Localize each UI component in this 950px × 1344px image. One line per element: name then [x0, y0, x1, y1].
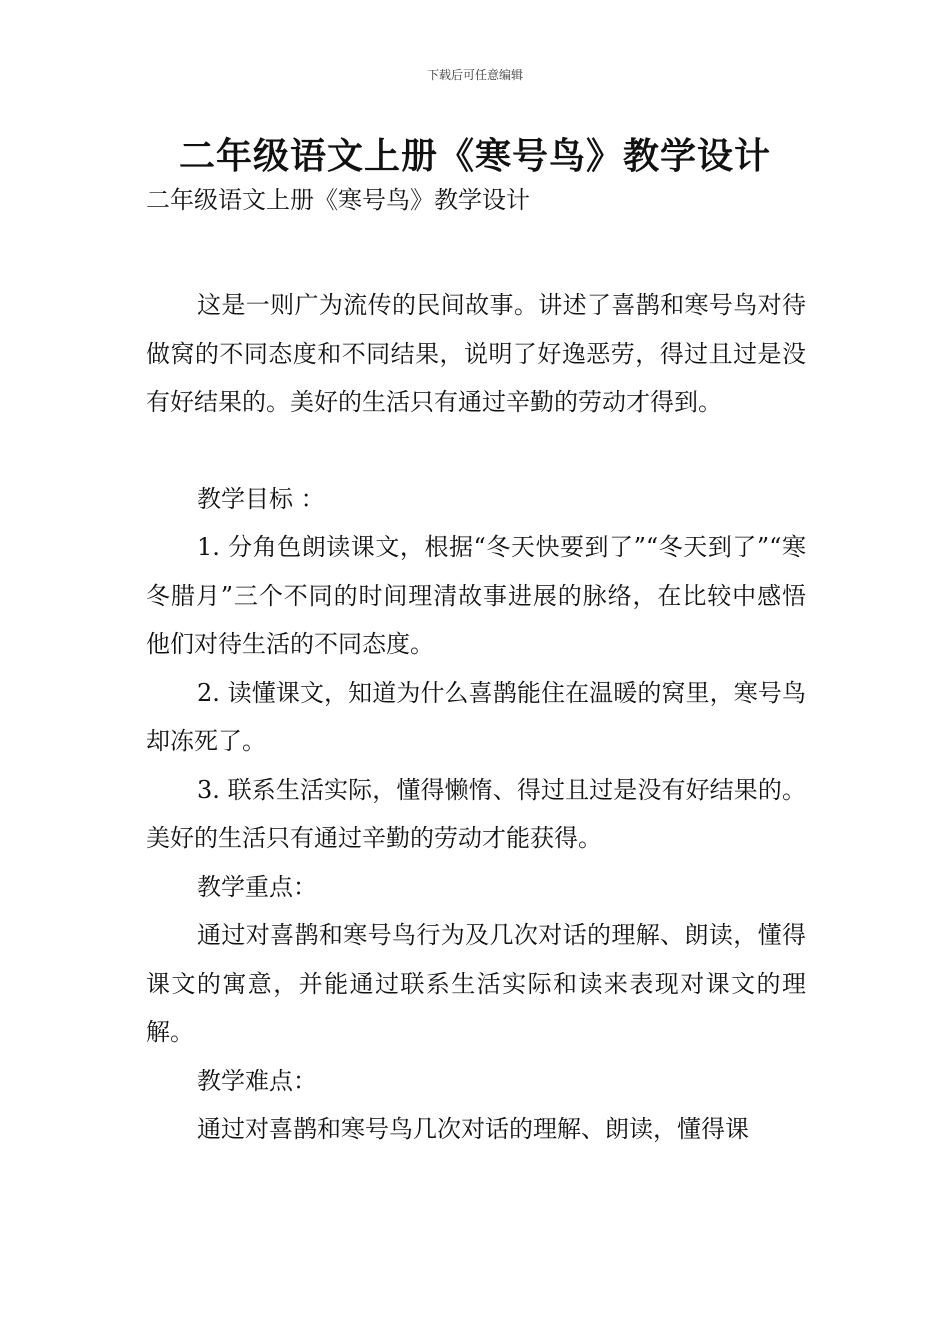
paragraph-spacer — [146, 427, 806, 475]
difficulty-heading: 教学难点： — [197, 1066, 317, 1095]
intro-paragraph: 这是一则广为流传的民间故事。讲述了喜鹊和寒号鸟对待做窝的不同态度和不同结果，说明了好逸恶劳，得过且过是没有好结果的。美好的生活只有通过辛勤的劳动才得到。 — [146, 291, 806, 416]
document-body — [146, 281, 806, 1154]
key-points-heading: 教学重点： — [197, 872, 317, 901]
goal-item-2: 2. 读懂课文，知道为什么喜鹊能住在温暖的窝里，寒号鸟却冻死了。 — [146, 678, 806, 755]
difficulty-text: 通过对喜鹊和寒号鸟几次对话的理解、朗读，懂得课 — [197, 1115, 749, 1143]
header-note: 下载后可任意编辑 — [426, 68, 523, 82]
document-subtitle: 二年级语文上册《寒号鸟》教学设计 — [146, 186, 530, 214]
page-title: 二年级语文上册《寒号鸟》教学设计 — [178, 136, 771, 177]
goals-heading: 教学目标 ： — [197, 484, 325, 513]
goal-item-3: 3. 联系生活实际，懂得懒惰、得过且过是没有好结果的。美好的生活只有通过辛勤的劳动才能获得。 — [146, 775, 806, 852]
key-points-text: 通过对喜鹊和寒号鸟行为及几次对话的理解、朗读，懂得课文的寓意，并能通过联系生活实际和读来表现对课文的理解。 — [146, 921, 806, 1046]
goal-item-1: 1. 分角色朗读课文，根据“冬天快要到了”“冬天到了”“寒冬腊月”三个不同的时间理清故事进展的脉络，在比较中感悟他们对待生活的不同态度。 — [146, 533, 806, 658]
